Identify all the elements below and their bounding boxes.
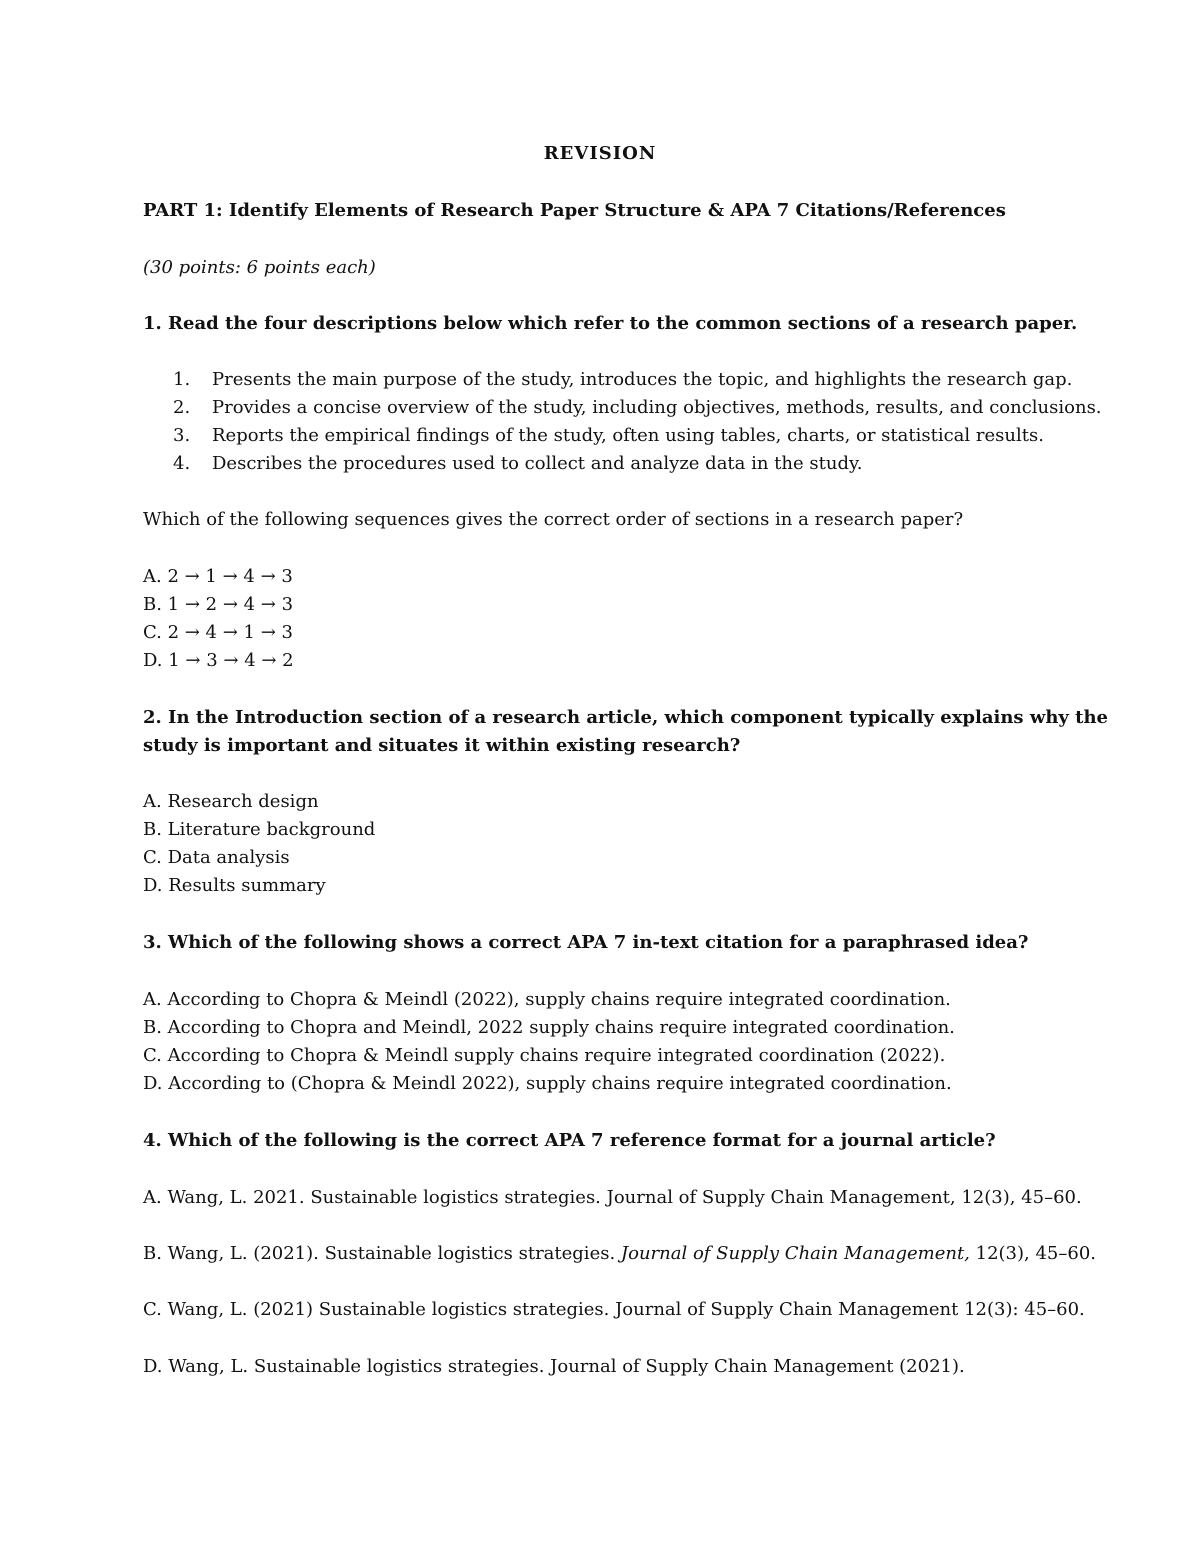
points-note: (30 points: 6 points each) [143,257,376,278]
question-4-text: 4. Which of the following is the correct APA 7 reference format for a journal article? [143,1130,996,1151]
question-2-text-line1: 2. In the Introduction section of a research article, which component typically explains why the [143,707,1108,728]
question-3-text: 3. Which of the following shows a correct APA 7 in-text citation for a paraphrased idea? [143,932,1029,953]
q3-option-b: B. According to Chopra and Meindl, 2022 supply chains require integrated coordination. [143,1017,955,1038]
q1-description-text: Presents the main purpose of the study, introduces the topic, and highlights the research gap. [212,369,1073,390]
q4-option-b-text: B. Wang, L. (2021). Sustainable logistics strategies. [143,1243,621,1264]
document-title: REVISION [543,143,657,164]
q2-option-b: B. Literature background [143,819,376,840]
q1-option-b: B. 1 → 2 → 4 → 3 [143,594,294,615]
q1-option-a: A. 2 → 1 → 4 → 3 [143,566,293,587]
q3-option-a: A. According to Chopra & Meindl (2022), supply chains require integrated coordination. [143,989,951,1010]
q1-description-number: 4. [173,453,191,474]
part-heading: PART 1: Identify Elements of Research Paper Structure & APA 7 Citations/References [143,200,1006,221]
q1-description-text: Provides a concise overview of the study, including objectives, methods, results, and conclusions. [212,397,1102,418]
q1-description-text: Reports the empirical findings of the study, often using tables, charts, or statistical results. [212,425,1044,446]
q4-option-b-journal: Journal of Supply Chain Management, [620,1243,970,1264]
q1-description-number: 3. [173,425,191,446]
q2-option-d: D. Results summary [143,875,326,896]
q4-option-a: A. Wang, L. 2021. Sustainable logistics strategies. Journal of Supply Chain Management, 12(3), 45–60. [143,1187,1082,1208]
question-1-text: 1. Read the four descriptions below which refer to the common sections of a research paper. [143,313,1078,334]
q2-option-c: C. Data analysis [143,847,290,868]
q4-option-b-volume: 12(3), 45–60. [969,1243,1097,1264]
q3-option-c: C. According to Chopra & Meindl supply chains require integrated coordination (2022). [143,1045,946,1066]
question-1-prompt: Which of the following sequences gives the correct order of sections in a research paper? [143,509,964,530]
q1-option-d: D. 1 → 3 → 4 → 2 [143,650,294,671]
q4-option-c: C. Wang, L. (2021) Sustainable logistics strategies. Journal of Supply Chain Management 12(3): 45–60. [143,1299,1085,1320]
q2-option-a: A. Research design [143,791,319,812]
q1-description-number: 1. [173,369,191,390]
q4-option-b [143,1242,1096,1266]
q4-option-d: D. Wang, L. Sustainable logistics strategies. Journal of Supply Chain Management (2021). [143,1356,965,1377]
question-2-text-line2: study is important and situates it within existing research? [143,735,741,756]
q1-option-c: C. 2 → 4 → 1 → 3 [143,622,293,643]
q1-description-text: Describes the procedures used to collect and analyze data in the study. [212,453,863,474]
q3-option-d: D. According to (Chopra & Meindl 2022), supply chains require integrated coordination. [143,1073,952,1094]
q1-description-number: 2. [173,397,191,418]
